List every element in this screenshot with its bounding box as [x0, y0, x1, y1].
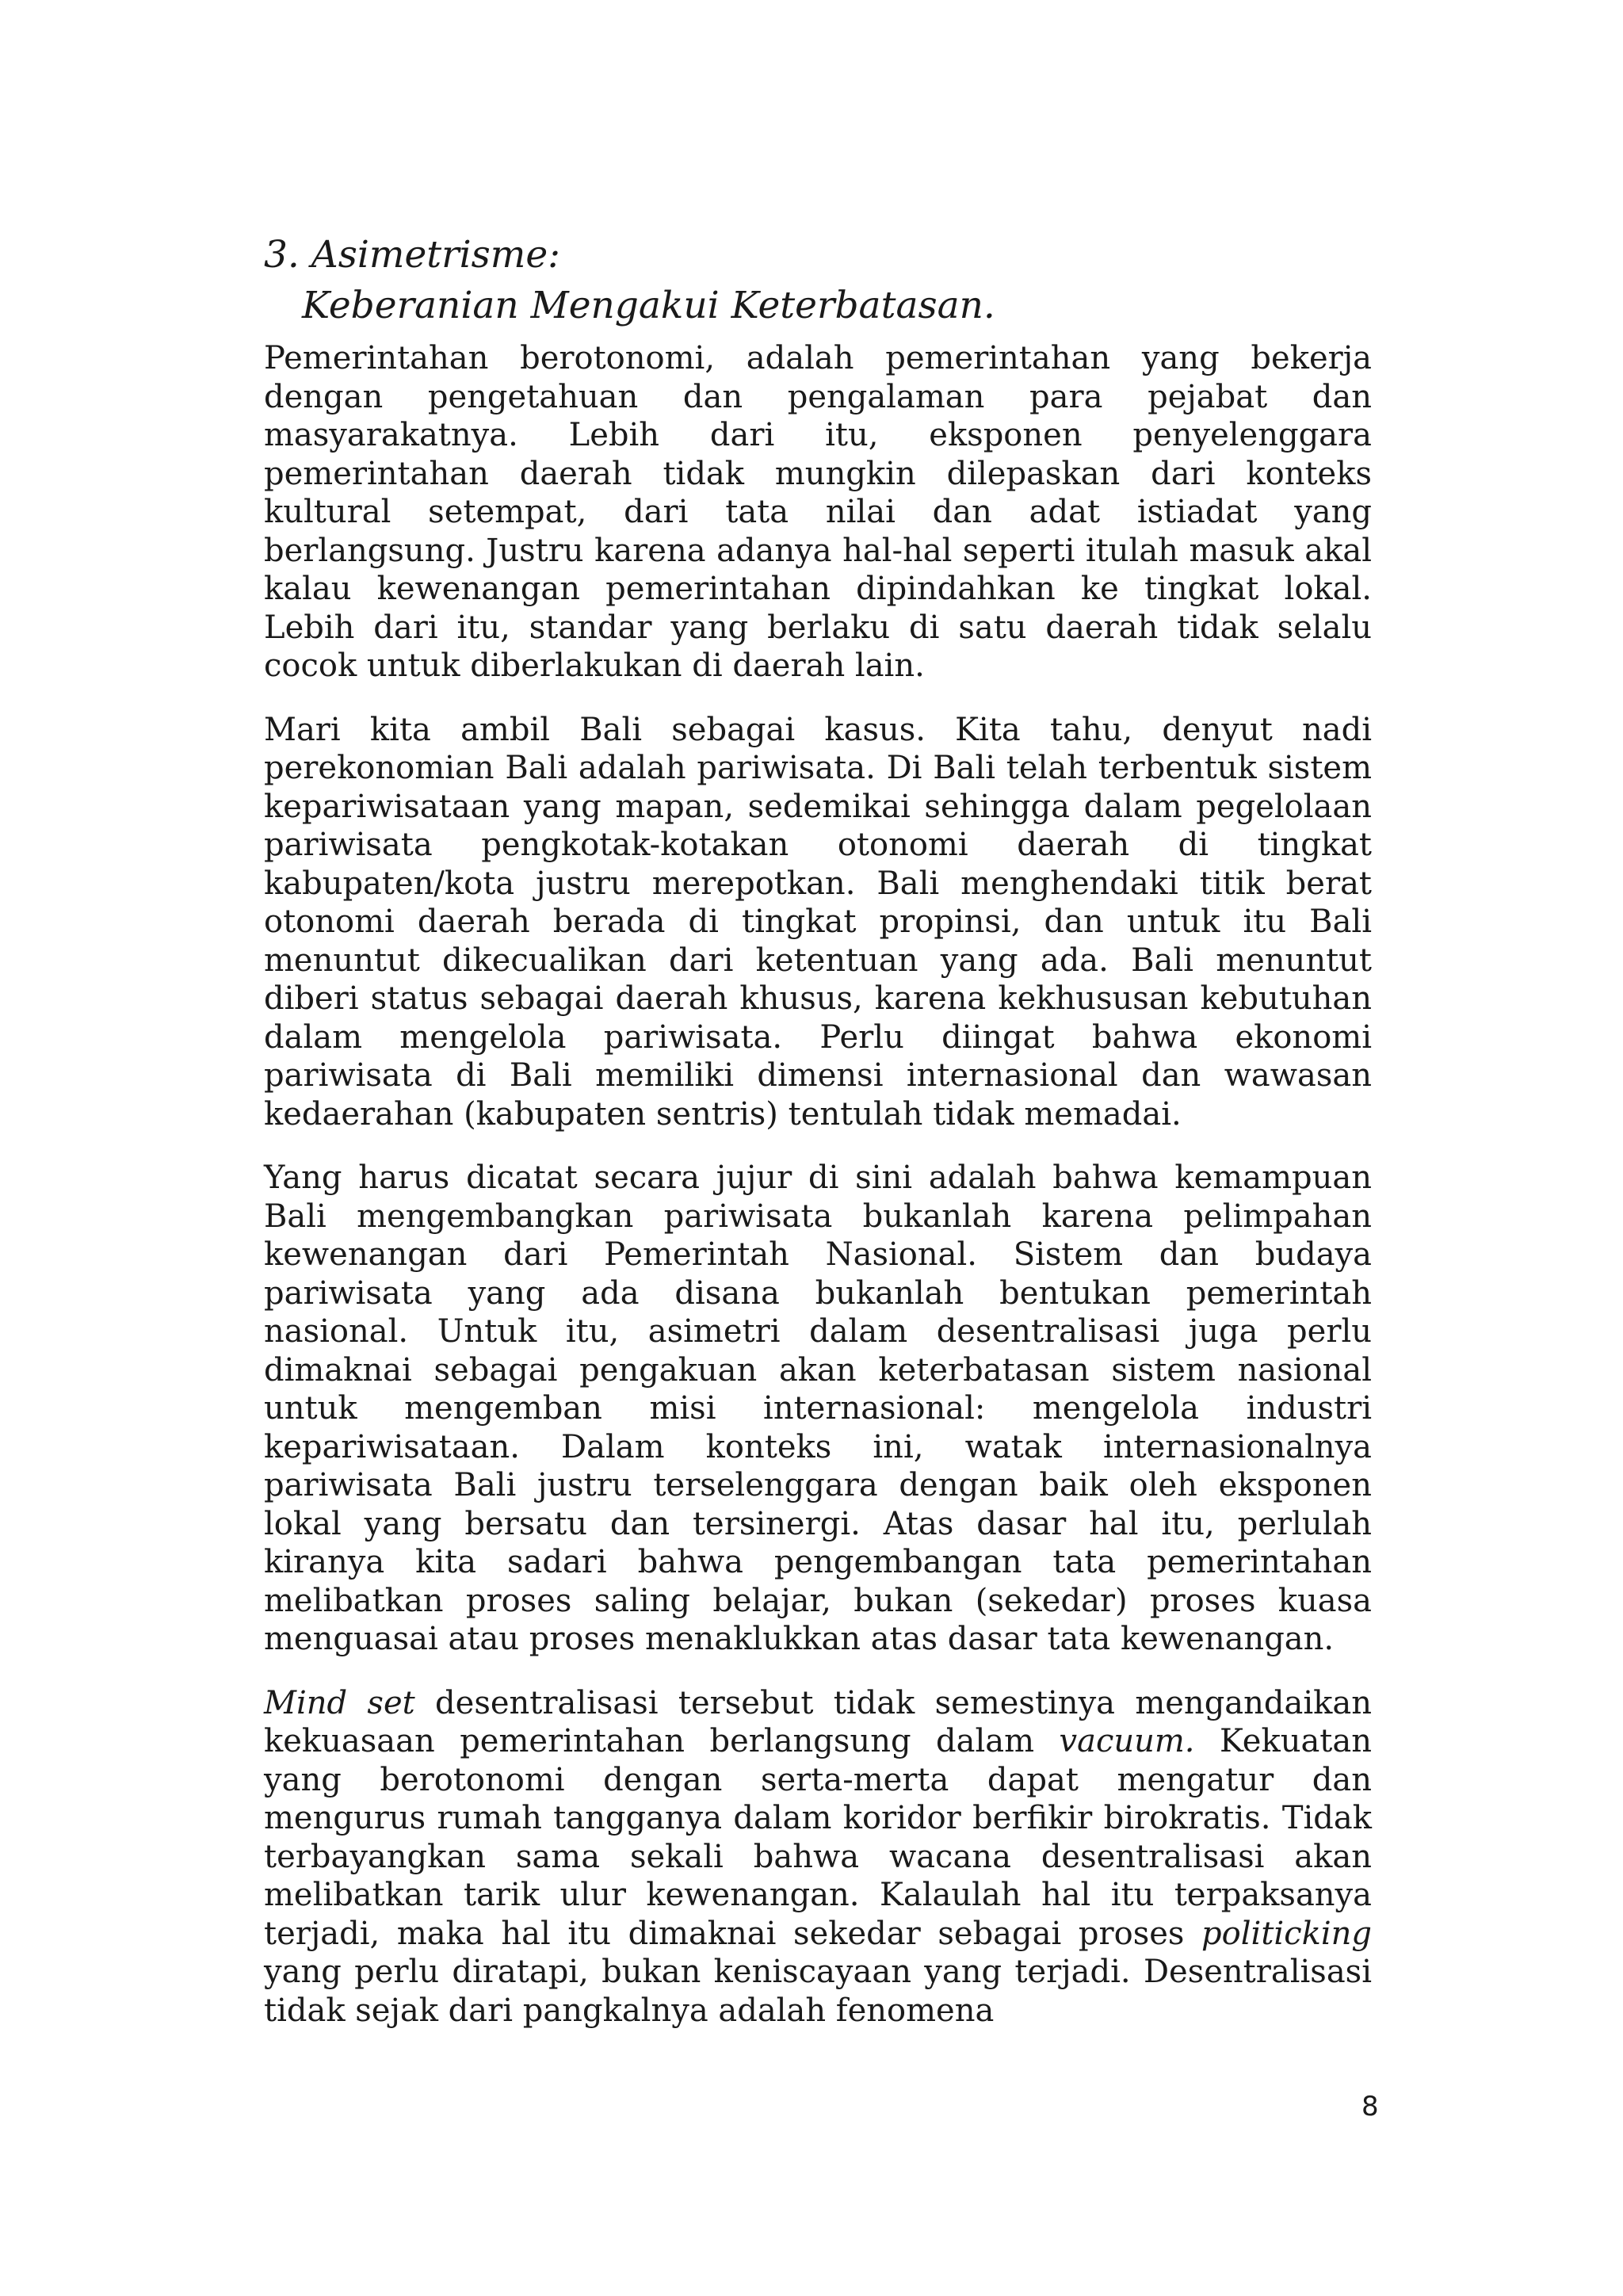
body-text [264, 339, 1372, 2030]
paragraph-4 [264, 1684, 1372, 2030]
paragraph-2: Mari kita ambil Bali sebagai kasus. Kita tahu, denyut nadi perekonomian Bali adalah pariwisata. Di Bali telah terbentuk sistem kepariwisataan yang mapan, sedemikai sehingga dalam pegelolaan pariwisata pengkotak-kotakan otonomi daerah di tingkat kabupaten/kota justru merepotkan. Bali menghendaki titik berat otonomi daerah berada di tingkat propinsi, dan untuk itu Bali menuntut dikecualikan dari ketentuan yang ada. Bali menuntut diberi status sebagai daerah khusus, karena kekhususan kebutuhan dalam mengelola pariwisata. Perlu diingat bahwa ekonomi pariwisata di Bali memiliki dimensi internasional dan wawasan kedaerahan (kabupaten sentris) tentulah tidak memadai. [264, 711, 1372, 1133]
italic-term-politicking: politicking [1201, 1915, 1372, 1952]
page-number: 8 [1361, 2091, 1379, 2122]
paragraph-4-segment: Kekuatan yang berotonomi dengan serta-merta dapat mengatur dan mengurus rumah tangganya dalam koridor berfikir birokratis. Tidak terbayangkan sama sekali bahwa wacana desentralisasi akan melibatkan tarik ulur kewenangan. Kalaulah hal itu terpaksanya terjadi, maka hal itu dimaknai sekedar sebagai proses [264, 1723, 1372, 1952]
paragraph-4-segment: desentralisasi tersebut tidak semestinya mengandaikan kekuasaan pemerintahan berlangsung dalam [264, 1684, 1373, 1759]
paragraph-3: Yang harus dicatat secara jujur di sini adalah bahwa kemampuan Bali mengembangkan pariwisata bukanlah karena pelimpahan kewenangan dari Pemerintah Nasional. Sistem dan budaya pariwisata yang ada disana bukanlah bentukan pemerintah nasional. Untuk itu, asimetri dalam desentralisasi juga perlu dimaknai sebagai pengakuan akan keterbatasan sistem nasional untuk mengemban misi internasional: mengelola industri kepariwisataan. Dalam konteks ini, watak internasionalnya pariwisata Bali justru terselenggara dengan baik oleh eksponen lokal yang bersatu dan tersinergi. Atas dasar hal itu, perlulah kiranya kita sadari bahwa pengembangan tata pemerintahan melibatkan proses saling belajar, bukan (sekedar) proses kuasa menguasai atau proses menaklukkan atas dasar tata kewenangan. [264, 1159, 1372, 1657]
paragraph-1: Pemerintahan berotonomi, adalah pemerintahan yang bekerja dengan pengetahuan dan pengalaman para pejabat dan masyarakatnya. Lebih dari itu, eksponen penyelenggara pemerintahan daerah tidak mungkin dilepaskan dari konteks kultural setempat, dari tata nilai dan adat istiadat yang berlangsung. Justru karena adanya hal-hal seperti itulah masuk akal kalau kewenangan pemerintahan dipindahkan ke tingkat lokal. Lebih dari itu, standar yang berlaku di satu daerah tidak selalu cocok untuk diberlakukan di daerah lain. [264, 340, 1372, 684]
document-page [264, 230, 1372, 2055]
section-subtitle: Keberanian Mengakui Keterbatasan. [302, 284, 995, 327]
italic-term-vacuum: vacuum. [1059, 1723, 1195, 1759]
section-title: 3. Asimetrisme: [264, 233, 560, 277]
italic-term-mind-set: Mind set [264, 1684, 415, 1721]
paragraph-4-segment: yang perlu diratapi, bukan keniscayaan yang terjadi. Desentralisasi tidak sejak dari pangkalnya adalah fenomena [264, 1954, 1372, 2029]
